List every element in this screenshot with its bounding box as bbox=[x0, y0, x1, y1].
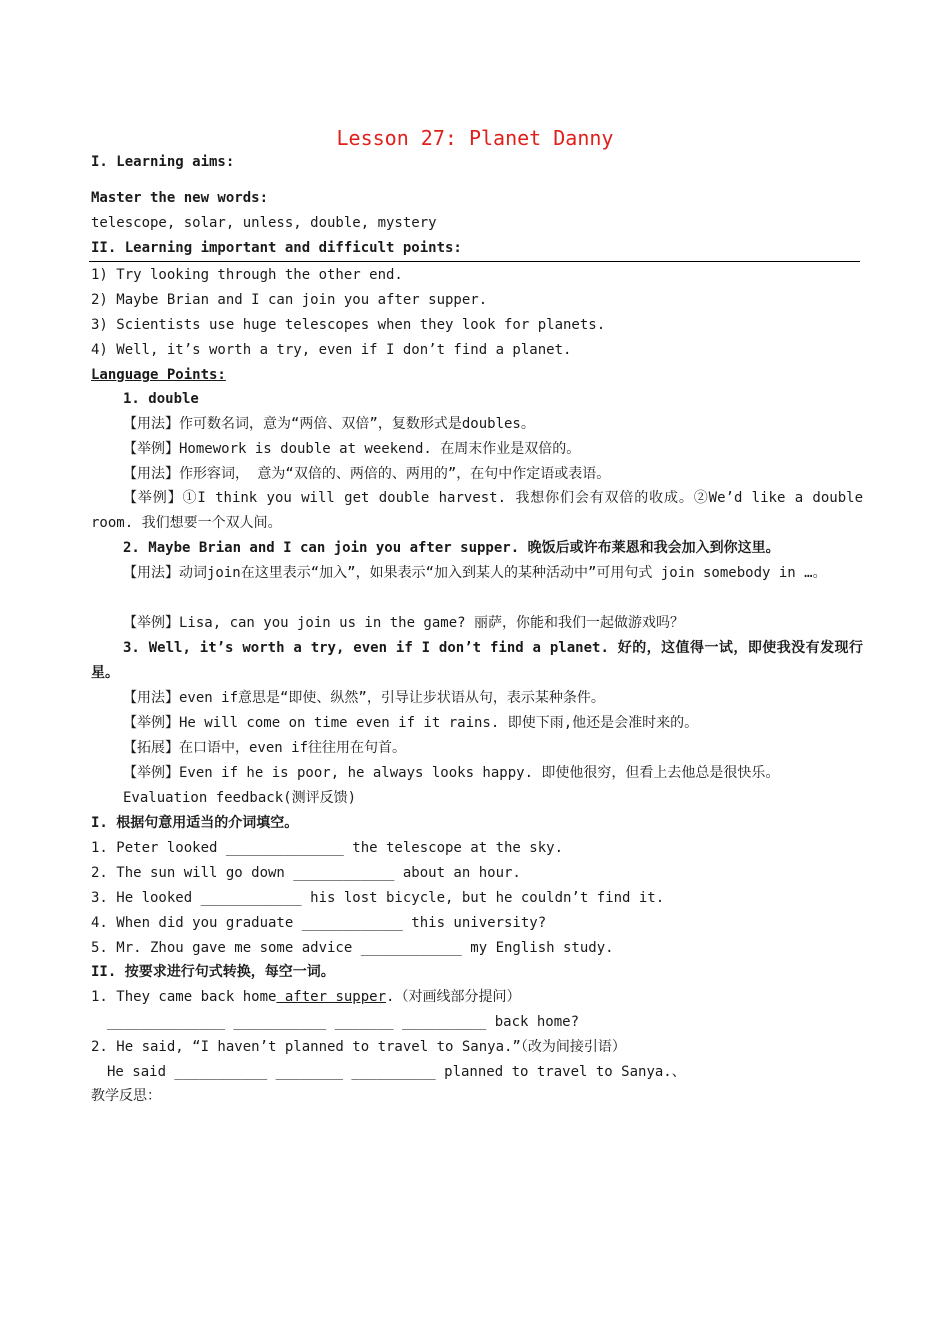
point-item: 2) Maybe Brian and I can join you after supper. bbox=[91, 292, 488, 308]
section-divider bbox=[89, 261, 860, 262]
point3-extension: 【拓展】在口语中，even if往往用在句首。 bbox=[123, 740, 406, 756]
exercise2-question2: 2. He said, “I haven’t planned to travel to Sanya.”（改为间接引语） bbox=[91, 1039, 626, 1055]
point-item: 1) Try looking through the other end. bbox=[91, 267, 403, 283]
language-points-heading: Language Points: bbox=[91, 367, 226, 383]
point1-usage2: 【用法】作形容词， 意为“双倍的、两倍的、两用的”，在句中作定语或表语。 bbox=[123, 466, 611, 482]
question1-text: 1. They came back home bbox=[91, 989, 277, 1005]
point-item: 4) Well, it’s worth a try, even if I don’t find a planet. bbox=[91, 342, 572, 358]
exercise1-heading: I. 根据句意用适当的介词填空。 bbox=[91, 815, 299, 831]
exercise1-item: 1. Peter looked ______________ the telescope at the sky. bbox=[91, 840, 564, 856]
point3-heading: 3. Well, it’s worth a try, even if I don’t find a planet. 好的，这值得一试，即使我没有发现行星。 bbox=[91, 640, 863, 681]
exercise2-answer2: He said ___________ ________ __________ planned to travel to Sanya.、 bbox=[107, 1064, 686, 1080]
exercise1-item: 2. The sun will go down ____________ about an hour. bbox=[91, 865, 521, 881]
teaching-reflection-label: 教学反思： bbox=[91, 1088, 161, 1104]
exercise2-answer1: ______________ ___________ _______ __________ back home? bbox=[107, 1014, 580, 1030]
exercise1-item: 3. He looked ____________ his lost bicycle, but he couldn’t find it. bbox=[91, 890, 665, 906]
point3-example1: 【举例】He will come on time even if it rains. 即使下雨,他还是会准时来的。 bbox=[123, 715, 699, 731]
point2-example: 【举例】Lisa, can you join us in the game? 丽萨，你能和我们一起做游戏吗？ bbox=[123, 615, 685, 631]
question1-underlined: after supper bbox=[276, 989, 387, 1005]
point-item: 3) Scientists use huge telescopes when they look for planets. bbox=[91, 317, 606, 333]
point2-usage: 【用法】动词join在这里表示“加入”，如果表示“加入到某人的某种活动中”可用句式 join somebody in …。 bbox=[123, 565, 827, 581]
point2-heading: 2. Maybe Brian and I can join you after supper. 晚饭后或许布莱恩和我会加入到你这里。 bbox=[123, 540, 780, 556]
point1-heading: 1. double bbox=[123, 391, 199, 407]
point1-example1: 【举例】Homework is double at weekend. 在周末作业是双倍的。 bbox=[123, 441, 581, 457]
new-words-list: telescope, solar, unless, double, mystery bbox=[91, 215, 437, 231]
point3-example2: 【举例】Even if he is poor, he always looks happy. 即使他很穷，但看上去他总是很快乐。 bbox=[123, 765, 780, 781]
point1-usage1: 【用法】作可数名词，意为“两倍、双倍”，复数形式是doubles。 bbox=[123, 416, 535, 432]
exercise2-question1 bbox=[91, 987, 520, 1007]
exercise2-heading: II. 按要求进行句式转换，每空一词。 bbox=[91, 964, 335, 980]
point1-example2: 【举例】①I think you will get double harvest. 我想你们会有双倍的收成。②We’d like a double room. 我们想要一个双人间。 bbox=[91, 490, 863, 531]
section-important-points: II. Learning important and difficult points: bbox=[91, 240, 462, 256]
point3-usage: 【用法】even if意思是“即使、纵然”，引导让步状语从句，表示某种条件。 bbox=[123, 690, 605, 706]
exercise1-item: 4. When did you graduate ____________ this university? bbox=[91, 915, 547, 931]
exercise1-item: 5. Mr. Zhou gave me some advice ____________ my English study. bbox=[91, 940, 614, 956]
page-title: Lesson 27: Planet Danny bbox=[336, 126, 614, 150]
evaluation-feedback-heading: Evaluation feedback(测评反馈) bbox=[123, 790, 357, 806]
question1-instruction: .（对画线部分提问） bbox=[386, 989, 521, 1005]
master-new-words-heading: Master the new words: bbox=[91, 190, 269, 206]
section-learning-aims: I. Learning aims: bbox=[91, 154, 235, 170]
